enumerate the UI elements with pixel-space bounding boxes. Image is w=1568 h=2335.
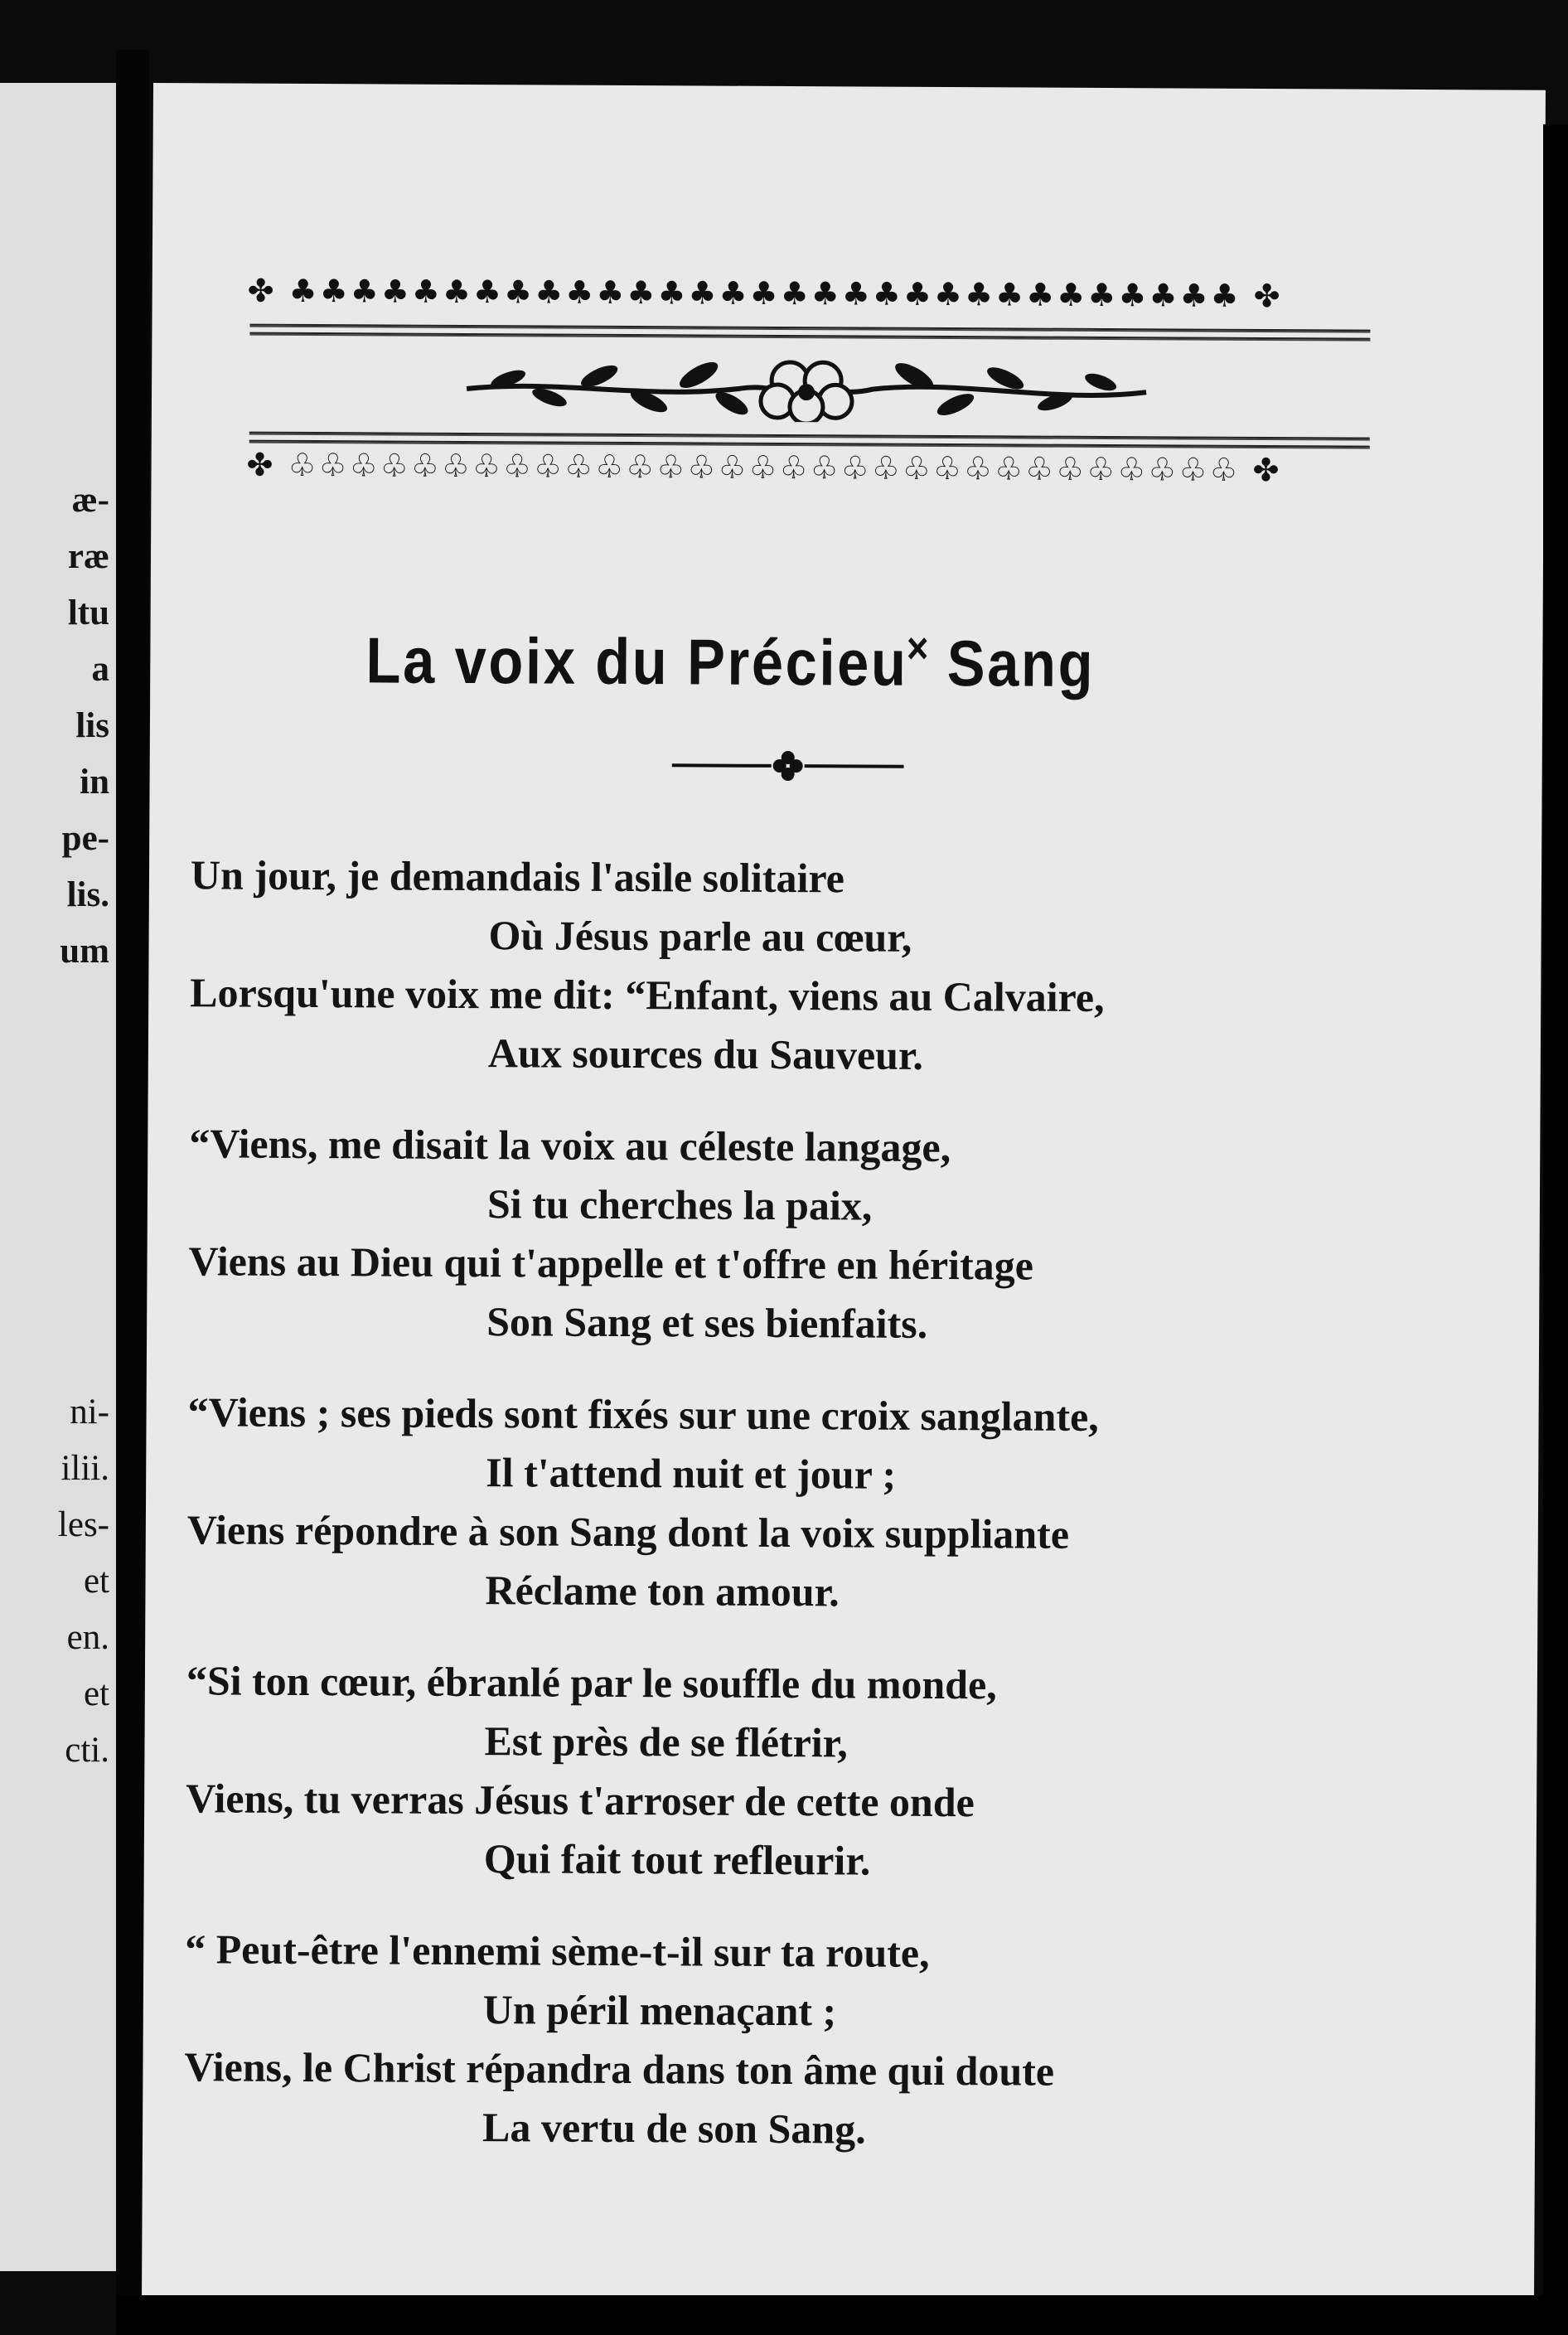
verse-line: Réclame ton amour. <box>485 1567 840 1616</box>
verse-line: Qui fait tout refleurir. <box>483 1835 871 1884</box>
verse-line: La vertu de son Sang. <box>482 2104 866 2153</box>
left-line: ni- <box>70 1393 109 1432</box>
stanza <box>188 1114 1432 1356</box>
verse-line: “ Peut-être l'ennemi sème-t-il sur ta route, <box>185 1926 930 1976</box>
verse-line: Viens, le Christ répandra dans ton âme qui doute <box>184 2043 1055 2095</box>
verse-line: Viens au Dieu qui t'appelle et t'offre en héritage <box>188 1238 1034 1289</box>
left-line: en. <box>66 1618 109 1657</box>
left-line: lis <box>75 706 109 745</box>
left-line: et <box>83 1674 109 1713</box>
stanza <box>184 1920 1428 2162</box>
verse-line: “Si ton cœur, ébranlé par le souffle du monde, <box>186 1657 997 1708</box>
left-line: æ- <box>71 481 109 520</box>
poem-body <box>184 845 1434 2195</box>
verse-line: Un péril menaçant ; <box>482 1986 837 2035</box>
left-line: ilii. <box>60 1449 109 1488</box>
verse-line: Son Sang et ses bienfaits. <box>486 1298 928 1347</box>
verse-line: Viens répondre à son Sang dont la voix suppliante <box>186 1506 1070 1557</box>
left-line: in <box>80 763 109 802</box>
ornament-rule <box>249 324 1370 333</box>
main-page <box>142 83 1546 2304</box>
right-page-edge <box>1543 124 1568 2335</box>
left-line: les- <box>57 1505 109 1544</box>
left-line: cti. <box>65 1731 109 1770</box>
left-line: um <box>60 932 109 971</box>
ornament-rule <box>249 432 1370 441</box>
left-page-text-top <box>0 472 116 980</box>
left-line: ræ <box>67 537 109 576</box>
left-line: et <box>83 1562 109 1601</box>
bottom-page-edge <box>116 2295 1568 2335</box>
verse-line: “Viens, me disait la voix au céleste langage, <box>189 1120 951 1171</box>
verse-line: Aux sources du Sauveur. <box>487 1029 924 1078</box>
verse-line: Il t'attend nuit et jour ; <box>486 1449 897 1498</box>
verse-line: Lorsqu'une voix me dit: “Enfant, viens au Calvaire, <box>190 969 1105 1021</box>
verse-line: Un jour, je demandais l'asile solitaire <box>190 851 845 902</box>
stanza <box>190 845 1434 1088</box>
verse-line: Où Jésus parle au cœur, <box>488 912 912 961</box>
poem-title: La voix du Précieu˟ Sang <box>365 623 1096 700</box>
verse-line: Viens, tu verras Jésus t'arroser de cette onde <box>186 1775 975 1826</box>
floral-vine-ornament <box>458 354 1154 424</box>
ornament-border-bottom: ✤ ♧♧♧♧♧♧♧♧♧♧♧♧♧♧♧♧♧♧♧♧♧♧♧♧♧♧♧♧♧♧♧ ✤ <box>246 446 1282 489</box>
left-page-text-bottom <box>0 1384 116 1779</box>
title-divider-ornament <box>672 748 904 782</box>
left-page <box>0 83 116 2271</box>
left-line: pe- <box>61 819 109 858</box>
stanza <box>186 1383 1430 1625</box>
left-line: a <box>91 650 109 689</box>
ornament-rule <box>249 332 1370 342</box>
verse-line: Si tu cherches la paix, <box>486 1180 873 1229</box>
left-line: lis. <box>66 875 109 914</box>
ornament-border-top: ✤ ♣♣♣♣♣♣♣♣♣♣♣♣♣♣♣♣♣♣♣♣♣♣♣♣♣♣♣♣♣♣♣ ✤ <box>247 272 1283 315</box>
left-line: ltu <box>67 593 109 632</box>
stanza <box>186 1651 1430 1893</box>
verse-line: Est près de se flétrir, <box>484 1717 849 1766</box>
verse-line: “Viens ; ses pieds sont fixés sur une croix sanglante, <box>187 1388 1099 1440</box>
